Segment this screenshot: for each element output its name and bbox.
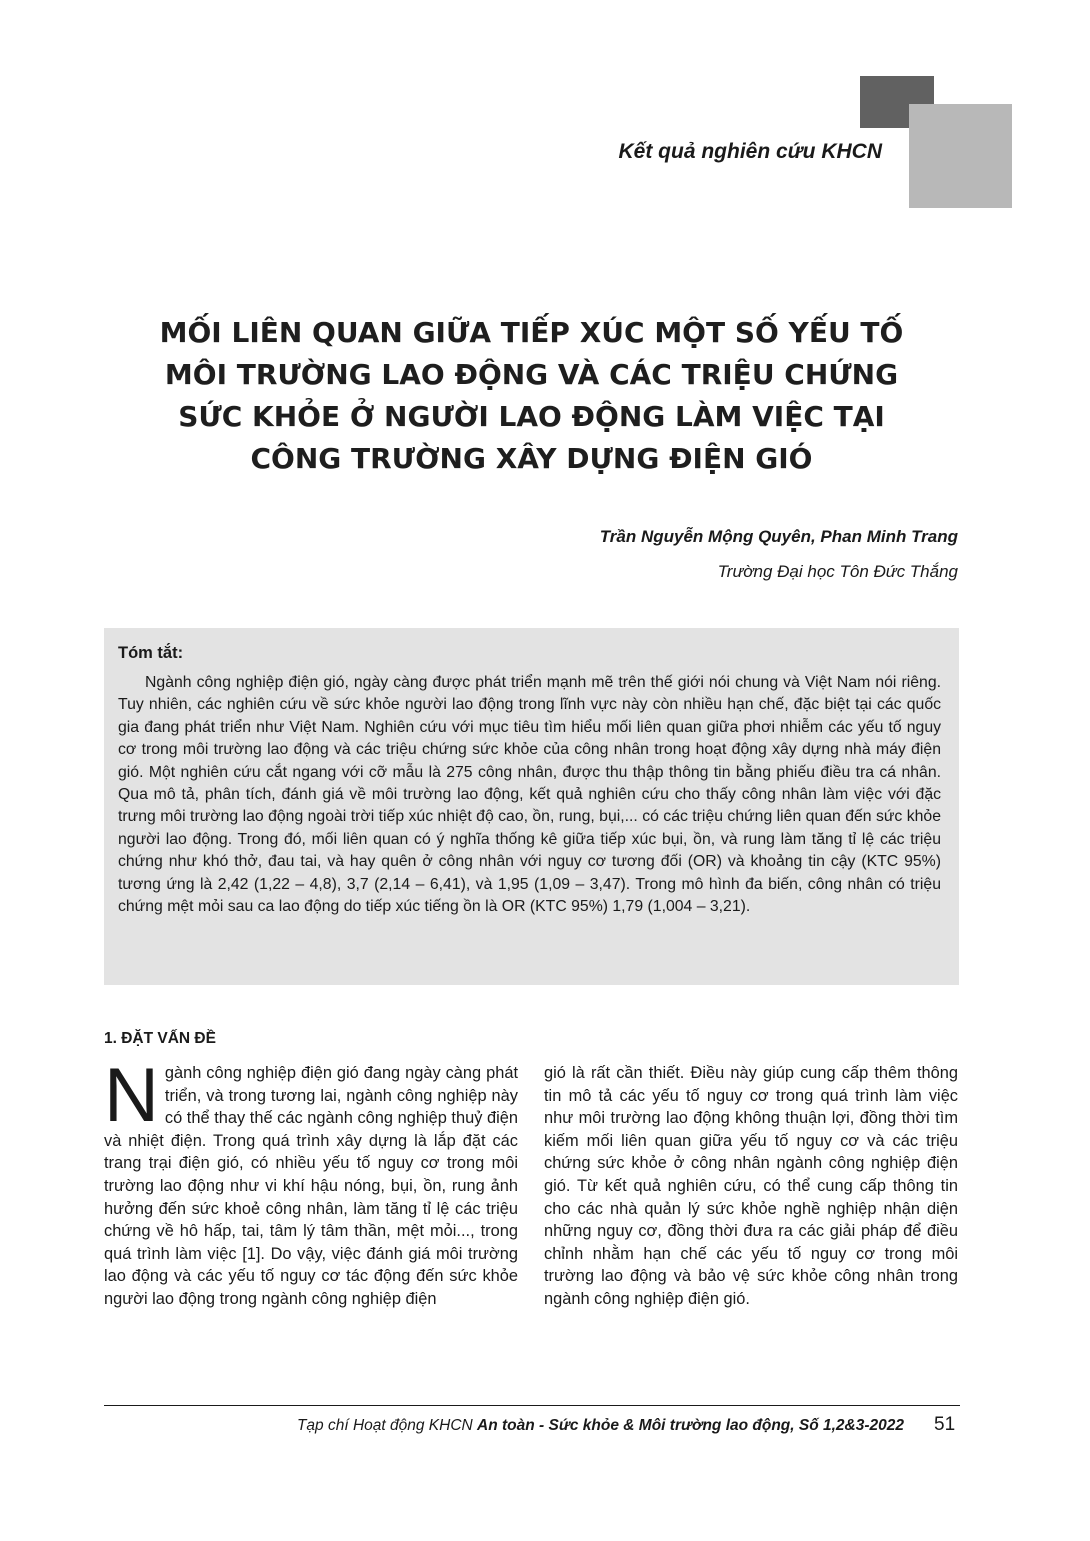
body-text-right: gió là rất cần thiết. Điều này giúp cung cấp thêm thông tin mô tả các yếu tố nguy cơ trong quá trình làm việc như môi trường lao động không thuận lợi, đồng thời tìm kiếm mối liên quan giữa yếu tố nguy cơ và các triệu chứng sức khỏe ở công nhân ngành công nghiệp điện gió. Từ kết quả nghiên cứu, có thể cung cấp thông tin cho các nhà quản lý sức khỏe nghề nghiệp nhận diện những nguy cơ, đồng thời đưa ra các giải pháp để điều chỉnh nhằm hạn chế các yếu tố nguy cơ trong môi trường lao động và bảo vệ sức khỏe công nhân trong ngành công nghiệp điện gió.: [544, 1064, 958, 1308]
title-line: SỨC KHỎE Ở NGƯỜI LAO ĐỘNG LÀM VIỆC TẠI: [178, 400, 885, 433]
journal-prefix: Tạp chí Hoạt động KHCN: [296, 1417, 478, 1434]
article-title: [104, 312, 959, 480]
body-text-left: gành công nghiệp điện gió đang ngày càng phát triển, và trong tương lai, ngành công nghiệp này có thể thay thế các ngành công nghiệp thuỷ điện và nhiệt điện. Trong quá trình xây dựng là lắp đặt các trang trại điện gió, có nhiều yếu tố nguy cơ trong môi trường lao động như vi khí hậu nóng, bụi, ồn, rung ảnh hưởng đến sức khoẻ công nhân, làm tăng tỉ lệ các triệu chứng về hô hấp, tai, tâm lý tâm thần, mệt mỏi..., trong quá trình làm việc [1]. Do vậy, việc đánh giá môi trường lao động và các yếu tố nguy cơ tác động đến sức khỏe người lao động trong ngành công nghiệp điện: [104, 1064, 518, 1308]
drop-cap: N: [104, 1053, 159, 1138]
article-affiliation: Trường Đại học Tôn Đức Thắng: [717, 562, 958, 581]
page-number: 51: [934, 1414, 956, 1435]
body-column-left: [104, 1053, 518, 1311]
title-line: MÔI TRƯỜNG LAO ĐỘNG VÀ CÁC TRIỆU CHỨNG: [164, 358, 899, 391]
footer-journal: [297, 1417, 904, 1435]
body-column-right: [544, 1062, 958, 1311]
abstract-box: [104, 628, 959, 985]
section-heading: 1. ĐẶT VẤN ĐỀ: [104, 1030, 216, 1047]
footer-rule: [104, 1405, 960, 1406]
article-authors: Trần Nguyễn Mộng Quyên, Phan Minh Trang: [599, 527, 958, 546]
abstract-heading: Tóm tắt:: [118, 644, 184, 662]
abstract-body: Ngành công nghiệp điện gió, ngày càng được phát triển mạnh mẽ trên thế giới nói chung và Việt Nam nói riêng. Tuy nhiên, các nghiên cứu về sức khỏe người lao động trong lĩnh vực này còn nhiều hạn chế, đặc biệt tại các quốc gia đang phát triển như Việt Nam. Nghiên cứu với mục tiêu tìm hiểu mối liên quan giữa phơi nhiễm các yếu tố nguy cơ trong môi trường lao động và các triệu chứng sức khỏe của công nhân trong hoạt động xây dựng nhà máy điện gió. Một nghiên cứu cắt ngang với cỡ mẫu là 275 công nhân, được thu thập thông tin bằng phiếu điều tra cá nhân. Qua mô tả, phân tích, đánh giá về môi trường lao động, kết quả nghiên cứu cho thấy công nhân làm việc với đặc trưng môi trường lao động ngoài trời tiếp xúc nhiệt độ cao, ồn, rung, bụi,... có các triệu chứng liên quan đến sức khỏe người lao động. Trong đó, mối liên quan có ý nghĩa thống kê giữa tiếp xúc bụi, ồn, và rung làm tăng tỉ lệ các triệu chứng như khó thở, đau tai, và hay quên ở công nhân với nguy cơ tương đối (OR) và khoảng tin cậy (KTC 95%) tương ứng là 2,42 (1,22 – 4,8), 3,7 (2,14 – 6,41), và 1,95 (1,09 – 3,47). Trong mô hình đa biến, công nhân có triệu chứng mệt mỏi sau ca lao động do tiếp xúc tiếng ồn là OR (KTC 95%) 1,79 (1,004 – 3,21).: [118, 674, 941, 916]
header-decor-light-block: [909, 104, 1012, 208]
title-line: MỐI LIÊN QUAN GIỮA TIẾP XÚC MỘT SỐ YẾU TỐ: [159, 316, 904, 349]
journal-title: An toàn - Sức khỏe & Môi trường lao động, Số 1,2&3-2022: [477, 1417, 904, 1434]
title-line: CÔNG TRƯỜNG XÂY DỰNG ĐIỆN GIÓ: [250, 442, 813, 475]
section-tag: Kết quả nghiên cứu KHCN: [618, 140, 882, 163]
